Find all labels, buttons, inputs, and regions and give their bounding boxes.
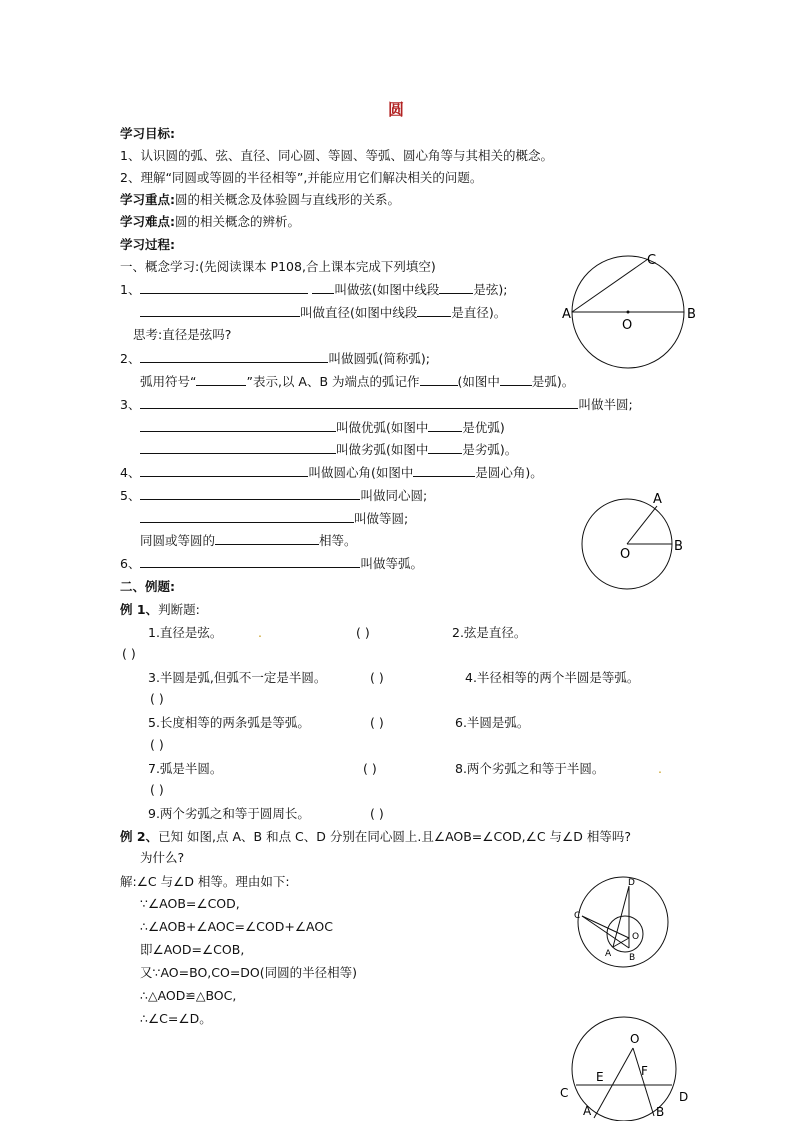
examples-heading: 二、例题: <box>120 579 175 594</box>
mark-dot: . <box>658 761 662 776</box>
label-a: A <box>583 1104 592 1118</box>
label-a: A <box>562 307 571 322</box>
q3-text-b: 叫做优弧(如图中 <box>336 420 429 435</box>
blank[interactable] <box>140 304 300 317</box>
example-2 <box>120 828 631 846</box>
chord-ac <box>572 259 648 312</box>
q3-text: 叫做半圆; <box>578 397 633 412</box>
q2-text-e: 是弧)。 <box>531 374 575 389</box>
objective-1: 1、认识圆的弧、弦、直径、同心圆、等圆、等弧、圆心角等与其相关的概念。 <box>120 148 553 163</box>
tf-item-5: 5.长度相等的两条弧是等弧。 <box>148 715 310 730</box>
blank[interactable] <box>420 373 458 386</box>
difficulty-text: 圆的相关概念的辨析。 <box>175 214 301 229</box>
q1-text-d: 是直径)。 <box>451 305 507 320</box>
answer-bracket[interactable]: ( ) <box>363 761 377 776</box>
label-a: A <box>653 492 662 507</box>
solution-line-7: ∴∠C=∠D。 <box>140 1011 212 1026</box>
figure-concentric-circles <box>565 872 690 972</box>
question-6 <box>120 555 423 573</box>
blank[interactable] <box>140 510 354 523</box>
solution-line-4: 即∠AOD=∠COB, <box>140 942 245 957</box>
q6-num: 6、 <box>120 556 141 571</box>
q3-text-c: 是优弧) <box>462 420 505 435</box>
label-b: B <box>687 307 696 322</box>
blank[interactable] <box>140 419 336 432</box>
blank[interactable] <box>196 373 246 386</box>
q3-text-d: 叫做劣弧(如图中 <box>336 442 429 457</box>
q6-text: 叫做等弧。 <box>360 556 423 571</box>
blank[interactable] <box>312 281 334 294</box>
question-5-line-2 <box>140 510 408 528</box>
process-heading: 学习过程: <box>120 237 175 252</box>
label-b: B <box>674 539 683 554</box>
q5-text-c: 同圆或等圆的 <box>140 533 216 548</box>
q5-text-d: 相等。 <box>319 533 357 548</box>
answer-bracket[interactable]: ( ) <box>356 625 370 640</box>
objective-2: 2、理解“同圆或等圆的半径相等”,并能应用它们解决相关的问题。 <box>120 170 483 185</box>
blank[interactable] <box>140 396 578 409</box>
answer-bracket[interactable]: ( ) <box>150 691 164 706</box>
blank[interactable] <box>140 441 336 454</box>
blank[interactable] <box>140 281 308 294</box>
question-3-line-1 <box>120 396 633 414</box>
question-1-line-2 <box>140 304 506 322</box>
page-title: 圆 <box>388 100 405 119</box>
tf-item-9: 9.两个劣弧之和等于圆周长。 <box>148 806 310 821</box>
tf-item-8: 8.两个劣弧之和等于半圆。 <box>455 761 605 776</box>
q3-num: 3、 <box>120 397 141 412</box>
label-b: B <box>629 953 636 963</box>
q2-num: 2、 <box>120 351 141 366</box>
answer-bracket[interactable]: ( ) <box>122 646 136 661</box>
segment-ob <box>633 1048 654 1116</box>
label-b: B <box>656 1105 665 1119</box>
key-point <box>120 191 400 209</box>
q1-text-c: 叫做直径(如图中线段 <box>300 305 418 320</box>
figure-central-angle <box>575 488 695 593</box>
label-e: E <box>596 1070 604 1084</box>
answer-bracket[interactable]: ( ) <box>370 806 384 821</box>
q4-num: 4、 <box>120 465 141 480</box>
question-1-line-1 <box>120 281 507 299</box>
solution-line-5: 又∵AO=BO,CO=DO(同圆的半径相等) <box>140 965 358 980</box>
label-c: C <box>647 253 657 268</box>
question-4 <box>120 464 543 482</box>
blank[interactable] <box>428 419 462 432</box>
answer-bracket[interactable]: ( ) <box>370 670 384 685</box>
example-1-text: 判断题: <box>158 602 200 617</box>
q5-num: 5、 <box>120 488 141 503</box>
solution-line-1: 解:∠C 与∠D 相等。理由如下: <box>120 874 290 889</box>
label-o: O <box>630 1032 640 1046</box>
think-question: 思考:直径是弦吗? <box>133 327 232 342</box>
q4-text-b: 是圆心角)。 <box>475 465 543 480</box>
q2-text-c: ”表示,以 A、B 为端点的弧记作 <box>246 374 420 389</box>
label-d: D <box>679 1090 689 1104</box>
concepts-heading: 一、概念学习:(先阅读课本 P108,合上课本完成下列填空) <box>120 259 436 274</box>
blank[interactable] <box>140 350 328 363</box>
label-d: D <box>628 878 635 888</box>
tf-item-4: 4.半径相等的两个半圆是等弧。 <box>465 670 640 685</box>
blank[interactable] <box>140 464 308 477</box>
tf-item-6: 6.半圆是弧。 <box>455 715 530 730</box>
radius-oa <box>627 506 657 544</box>
label-o: O <box>620 547 631 562</box>
objectives-heading: 学习目标: <box>120 126 175 141</box>
blank[interactable] <box>428 441 462 454</box>
question-3-line-2 <box>140 419 505 437</box>
answer-bracket[interactable]: ( ) <box>150 782 164 797</box>
label-c: C <box>574 911 581 921</box>
blank[interactable] <box>417 304 451 317</box>
center-point <box>627 311 630 314</box>
label-c: C <box>560 1086 569 1100</box>
tf-item-1: 1.直径是弦。 <box>148 625 223 640</box>
label-a: A <box>605 949 612 959</box>
mark-dot: . <box>258 625 262 640</box>
blank[interactable] <box>500 373 532 386</box>
q5-text: 叫做同心圆; <box>360 488 428 503</box>
blank[interactable] <box>140 555 360 568</box>
question-3-line-3 <box>140 441 517 459</box>
q1-text: 叫做弦(如图中线段 <box>334 282 440 297</box>
segment-co <box>582 916 629 938</box>
tf-item-2: 2.弦是直径。 <box>452 625 527 640</box>
q1-num: 1、 <box>120 282 141 297</box>
figure-diameter-chord <box>560 248 700 373</box>
blank[interactable] <box>140 487 360 500</box>
label-o: O <box>632 932 640 942</box>
question-2-line-2 <box>140 373 574 391</box>
example-2-text: 已知 如图,点 A、B 和点 C、D 分别在同心圆上.且∠AOB=∠COD,∠C 与∠D 相等吗? <box>158 829 632 844</box>
segment-cb <box>582 916 629 948</box>
solution-line-2: ∵∠AOB=∠COD, <box>140 896 240 911</box>
figure-chord-triangle <box>554 1003 694 1121</box>
example-1-label: 例 1、 <box>120 602 159 617</box>
tf-item-3: 3.半圆是弧,但弧不一定是半圆。 <box>148 670 327 685</box>
question-5-line-3 <box>140 532 357 550</box>
q4-text: 叫做圆心角(如图中 <box>308 465 414 480</box>
q1-text-b: 是弦); <box>473 282 508 297</box>
q2-text-b: 弧用符号“ <box>140 374 197 389</box>
key-point-label: 学习重点: <box>120 192 175 207</box>
q2-text-d: (如图中 <box>457 374 500 389</box>
tf-item-7: 7.弧是半圆。 <box>148 761 223 776</box>
q5-text-b: 叫做等圆; <box>354 511 409 526</box>
label-o: O <box>622 318 633 333</box>
solution-line-6: ∴△AOD≌△BOC, <box>140 988 237 1003</box>
blank[interactable] <box>413 464 475 477</box>
q3-text-e: 是劣弧)。 <box>462 442 518 457</box>
blank[interactable] <box>439 281 473 294</box>
q2-text: 叫做圆弧(简称弧); <box>328 351 430 366</box>
example-2-text-2: 为什么? <box>140 850 185 865</box>
solution-line-3: ∴∠AOB+∠AOC=∠COD+∠AOC <box>140 919 333 934</box>
difficulty-label: 学习难点: <box>120 214 175 229</box>
answer-bracket[interactable]: ( ) <box>150 737 164 752</box>
example-1-title <box>120 601 200 619</box>
question-5-line-1 <box>120 487 427 505</box>
answer-bracket[interactable]: ( ) <box>370 715 384 730</box>
example-2-label: 例 2、 <box>120 829 159 844</box>
difficulty <box>120 213 300 231</box>
key-point-text: 圆的相关概念及体验圆与直线形的关系。 <box>175 192 401 207</box>
blank[interactable] <box>215 532 319 545</box>
question-2-line-1 <box>120 350 430 368</box>
label-f: F <box>641 1064 648 1078</box>
